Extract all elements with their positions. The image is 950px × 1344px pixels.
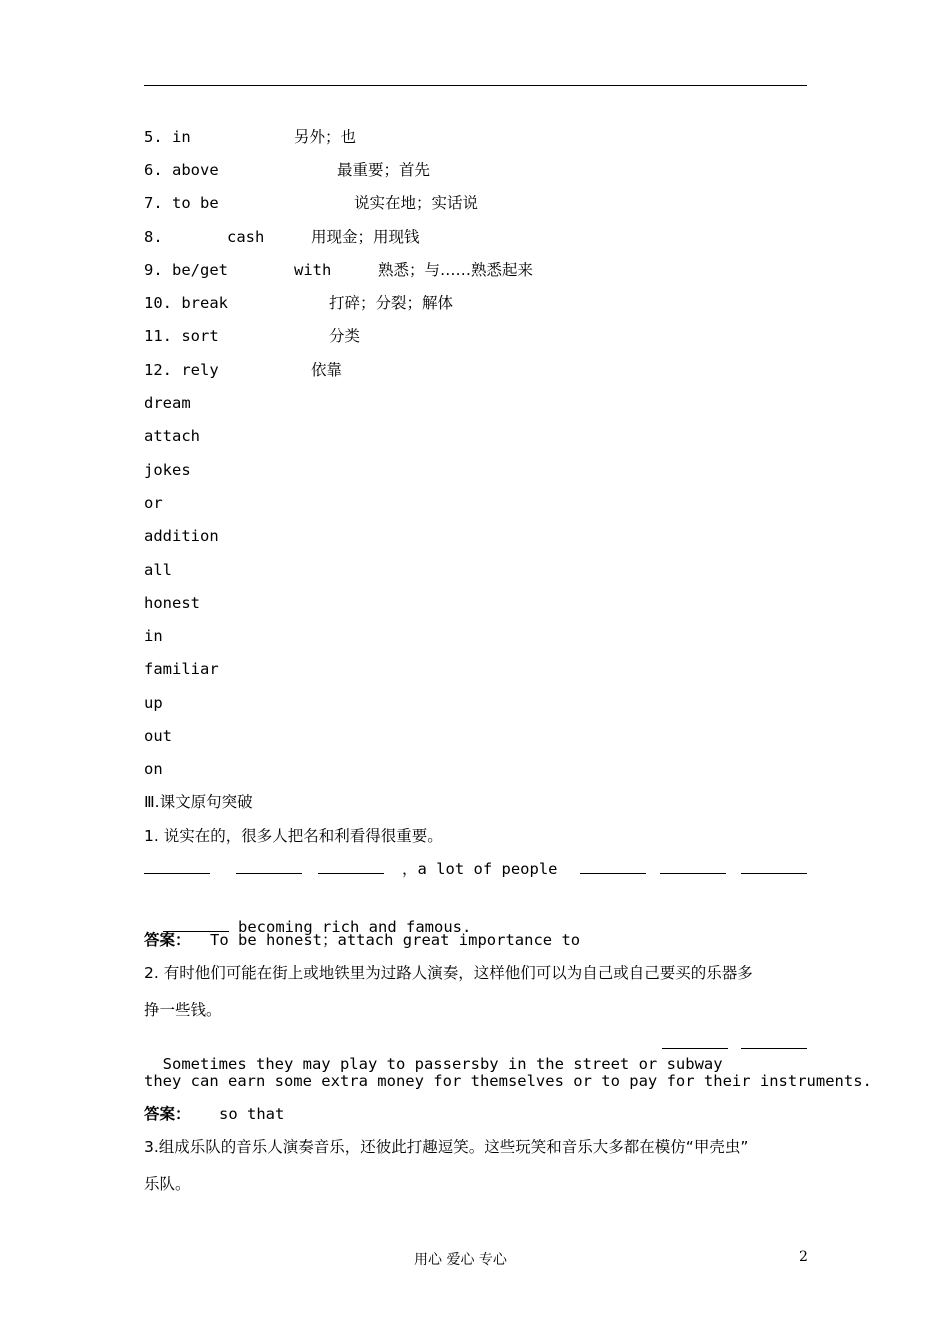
page-number: 2 bbox=[799, 1249, 808, 1265]
blank[interactable] bbox=[741, 859, 807, 874]
answer-word: up bbox=[144, 694, 163, 712]
blank[interactable] bbox=[318, 859, 384, 874]
phrase-5: 5. in 另外；也 bbox=[144, 128, 357, 146]
answer-word: familiar bbox=[144, 660, 219, 678]
phrase-12: 12. rely 依靠 bbox=[144, 361, 343, 379]
answer-word: or bbox=[144, 494, 163, 512]
answer-word: on bbox=[144, 760, 163, 778]
q3-prompt-line-1: 3.组成乐队的音乐人演奏音乐，还彼此打趣逗笑。这些玩笑和音乐大多都在模仿“甲壳虫” bbox=[144, 1138, 749, 1156]
blank[interactable] bbox=[580, 859, 646, 874]
phrase-7: 7. to be 说实在地；实话说 bbox=[144, 194, 479, 212]
phrase-10: 10. break 打碎；分裂；解体 bbox=[144, 294, 454, 312]
answer-word: attach bbox=[144, 427, 200, 445]
q2-english-line-1: Sometimes they may play to passersby in the street or subway bbox=[144, 1034, 807, 1054]
section-title: Ⅲ.课文原句突破 bbox=[144, 793, 253, 811]
q2-prompt-line-2: 挣一些钱。 bbox=[144, 1001, 222, 1019]
answer-word: dream bbox=[144, 394, 191, 412]
answer-word: addition bbox=[144, 527, 219, 545]
answer-word: all bbox=[144, 561, 172, 579]
header-rule bbox=[144, 85, 807, 86]
footer-motto: 用心 爱心 专心 bbox=[414, 1252, 507, 1268]
phrase-11: 11. sort 分类 bbox=[144, 327, 361, 345]
answer-word: in bbox=[144, 627, 163, 645]
blank[interactable] bbox=[741, 1034, 807, 1049]
q2-english-line-2: they can earn some extra money for themselves or to pay for their instruments. bbox=[144, 1072, 872, 1090]
answer-word: out bbox=[144, 727, 172, 745]
blank[interactable] bbox=[236, 859, 302, 874]
q3-prompt-line-2: 乐队。 bbox=[144, 1175, 191, 1193]
q1-answer: 答案： To be honest；attach great importance to bbox=[144, 931, 581, 949]
q1-english-line-1: ，a lot of people bbox=[144, 859, 807, 879]
phrase-8: 8. cash 用现金；用现钱 bbox=[144, 228, 420, 246]
blank[interactable] bbox=[660, 859, 726, 874]
answer-word: honest bbox=[144, 594, 200, 612]
blank[interactable] bbox=[662, 1034, 728, 1049]
q2-prompt-line-1: 2. 有时他们可能在街上或地铁里为过路人演奏，这样他们可以为自己或自己要买的乐器多 bbox=[144, 964, 753, 982]
answer-word: jokes bbox=[144, 461, 191, 479]
phrase-6: 6. above 最重要；首先 bbox=[144, 161, 431, 179]
phrase-9: 9. be/get with 熟悉；与……熟悉起来 bbox=[144, 261, 534, 279]
q2-answer: 答案： so that bbox=[144, 1105, 285, 1123]
q1-english-line-2: becoming rich and famous. bbox=[144, 897, 471, 937]
q1-prompt: 1. 说实在的，很多人把名和利看得很重要。 bbox=[144, 827, 443, 845]
blank[interactable] bbox=[144, 859, 210, 874]
